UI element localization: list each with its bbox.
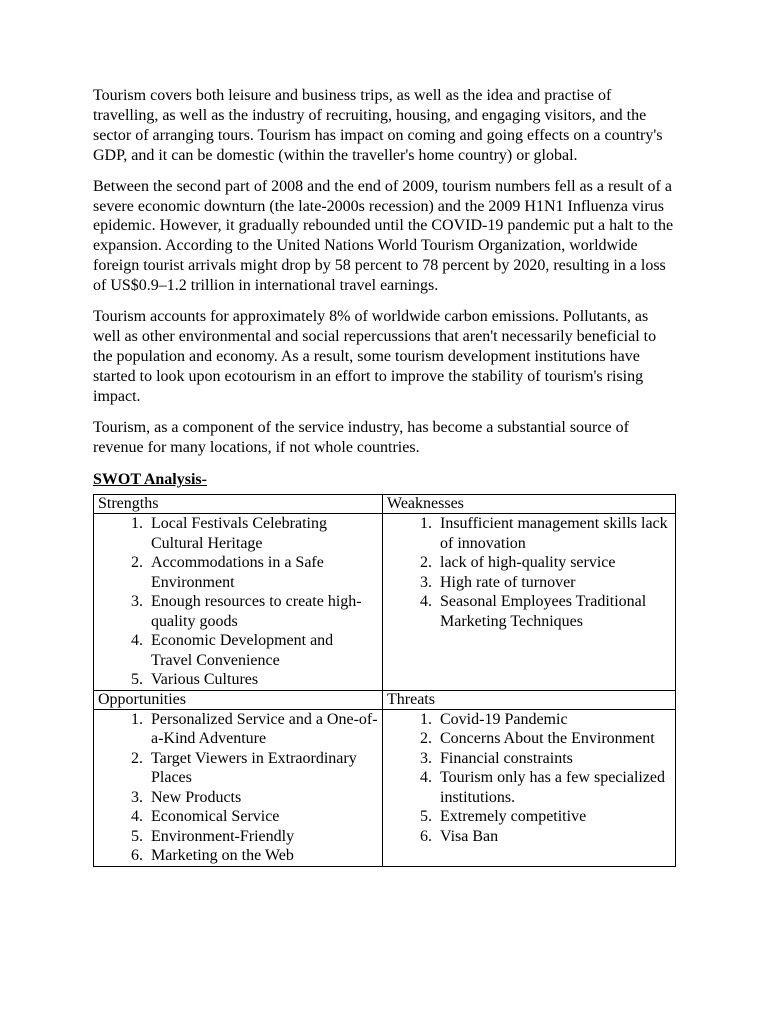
threat-item: 6. Visa Ban: [436, 827, 671, 847]
weakness-item: 2. lack of high-quality service: [436, 553, 671, 573]
strength-item: 5. Various Cultures: [147, 670, 378, 690]
strength-item: 1. Local Festivals Celebrating Cultural Heritage: [147, 514, 378, 553]
weakness-item: 1. Insufficient management skills lack of innovation: [436, 514, 671, 553]
weaknesses-list: [387, 514, 671, 631]
paragraph-revenue: Tourism, as a component of the service industry, has become a substantial source of revenue for many locations, if not whole countries.: [93, 418, 629, 456]
strengths-list: [98, 514, 378, 690]
threat-item: 4. Tourism only has a few specialized institutions.: [436, 768, 671, 807]
opportunities-cell: [94, 709, 383, 866]
weakness-item: 4. Seasonal Employees Traditional Marketing Techniques: [436, 592, 671, 631]
swot-heading: SWOT Analysis-: [93, 471, 207, 489]
strength-item: 3. Enough resources to create high-quality goods: [147, 592, 378, 631]
weakness-item: 3. High rate of turnover: [436, 573, 671, 593]
opportunity-item: 1. Personalized Service and a One-of-a-Kind Adventure: [147, 710, 378, 749]
swot-header-row-2: [94, 690, 676, 709]
weaknesses-header: Weaknesses: [383, 495, 676, 514]
opportunity-item: 5. Environment-Friendly: [147, 827, 378, 847]
strengths-cell: [94, 514, 383, 691]
threats-header: Threats: [383, 690, 676, 709]
strengths-header: Strengths: [94, 495, 383, 514]
strength-item: 2. Accommodations in a Safe Environment: [147, 553, 378, 592]
threat-item: 2. Concerns About the Environment: [436, 729, 671, 749]
threats-list: [387, 710, 671, 847]
opportunities-header: Opportunities: [94, 690, 383, 709]
weaknesses-cell: [383, 514, 676, 691]
threat-item: 3. Financial constraints: [436, 749, 671, 769]
paragraph-emissions: Tourism accounts for approximately 8% of worldwide carbon emissions. Pollutants, as well as other environmental and social repercussions that aren't necessarily beneficial to the population and economy. As a result, some tourism development institutions have started to look upon ecotourism in an effort to improve the stability of tourism's rising impact.: [93, 308, 657, 405]
opportunity-item: 2. Target Viewers in Extraordinary Places: [147, 749, 378, 788]
paragraph-recession: Between the second part of 2008 and the end of 2009, tourism numbers fell as a result of a severe economic downturn (the late-2000s recession) and the 2009 H1N1 Influenza virus epidemic. However, it gradually rebounded until the COVID-19 pandemic put a halt to the expansion. According to the United Nations World Tourism Organization, worldwide foreign tourist arrivals might drop by 58 percent to 78 percent by 2020, resulting in a loss of US$0.9–1.2 trillion in international travel earnings.: [93, 177, 674, 295]
opportunities-list: [98, 710, 378, 866]
opportunity-item: 6. Marketing on the Web: [147, 846, 378, 866]
swot-header-row: [94, 495, 676, 514]
opportunity-item: 4. Economical Service: [147, 807, 378, 827]
strength-item: 4. Economic Development and Travel Convenience: [147, 631, 378, 670]
swot-row-opportunities-threats: [94, 709, 676, 866]
paragraph-intro: Tourism covers both leisure and business trips, as well as the idea and practise of travelling, as well as the industry of recruiting, housing, and engaging visitors, and the sector of arranging tours. Tourism has impact on coming and going effects on a country's GDP, and it can be domestic (within the traveller's home country) or global.: [93, 87, 663, 164]
threats-cell: [383, 709, 676, 866]
swot-table: [93, 494, 676, 867]
opportunity-item: 3. New Products: [147, 788, 378, 808]
threat-item: 5. Extremely competitive: [436, 807, 671, 827]
threat-item: 1. Covid-19 Pandemic: [436, 710, 671, 730]
swot-row-strengths-weaknesses: [94, 514, 676, 691]
